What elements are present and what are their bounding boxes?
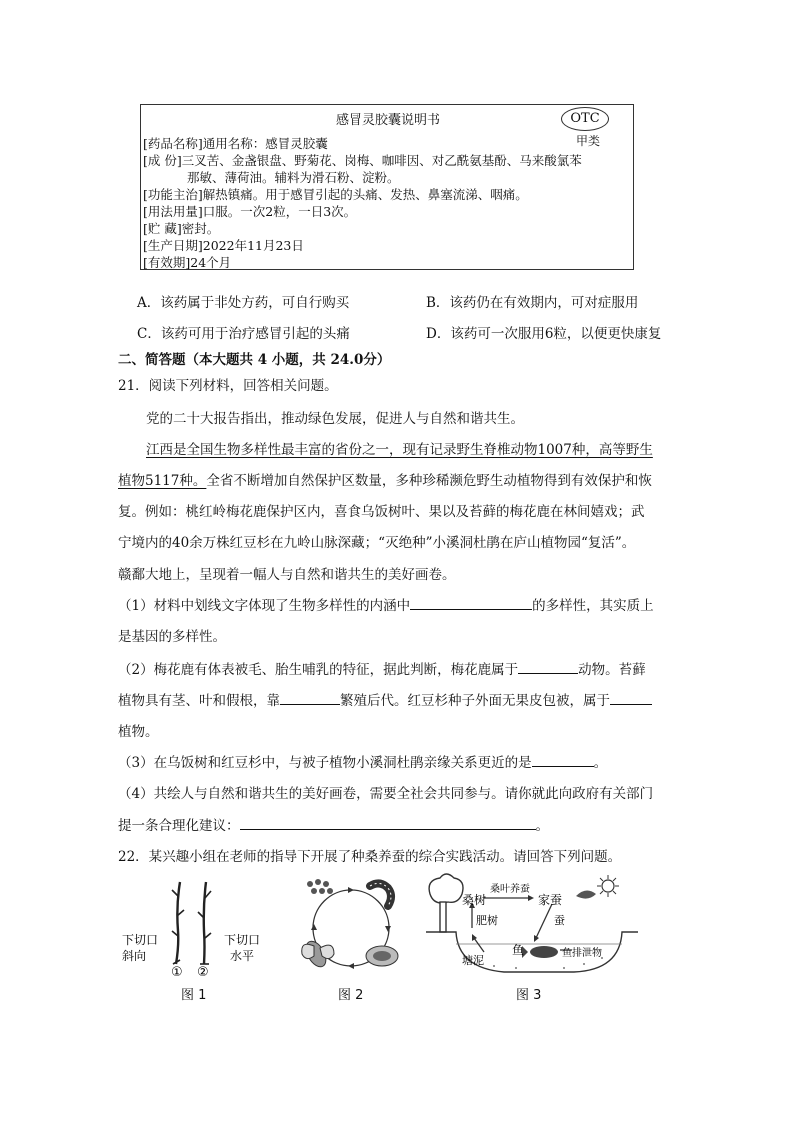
section-heading: 二、简答题（本大题共 4 小题，共 24.0分） xyxy=(118,352,391,368)
option-a[interactable]: A．该药属于非处方药，可自行购买 xyxy=(137,295,350,311)
fig1-mark-1: ① xyxy=(171,965,183,976)
q21-paragraph-2-line-4: 宁境内的40余万株红豆杉在九岭山脉深藏；“灭绝种”小溪洞杜鹃在庐山植物园“复活”。 xyxy=(118,535,636,551)
answer-blank[interactable] xyxy=(240,815,536,830)
label-line: 那敏、薄荷油。辅料为滑石粉、淀粉。 xyxy=(187,170,400,185)
q21-sub2-text: （2）梅花鹿有体表被毛、胎生哺乳的特征，据此判断，梅花鹿属于 xyxy=(118,662,519,678)
medicine-label-box xyxy=(140,104,634,270)
q21-sub3 xyxy=(118,751,607,771)
answer-blank[interactable] xyxy=(280,690,340,705)
otc-badge: OTC xyxy=(561,107,609,131)
label-line: [药品名称]通用名称：感冒灵胶囊 xyxy=(143,136,328,151)
fig3-pond-mud-label: 塘泥 xyxy=(462,954,484,967)
q21-sub3-text: 。 xyxy=(593,755,608,771)
figure-2 xyxy=(296,872,406,980)
fig3-can-label: 蚕 xyxy=(554,914,565,927)
answer-blank[interactable] xyxy=(518,659,578,674)
q21-sub1-cont: 是基因的多样性。 xyxy=(118,629,226,645)
figure-1 xyxy=(118,876,278,976)
label-line: [贮 藏]密封。 xyxy=(143,221,220,236)
fig1-mark-2: ② xyxy=(197,965,209,976)
q21-sub4-text: 提一条合理化建议： xyxy=(118,818,240,834)
q21-underlined-text: 江西是全国生物多样性最丰富的省份之一，现有记录野生脊椎动物1007种，高等野生 xyxy=(146,442,653,458)
otc-class: 甲类 xyxy=(575,134,600,148)
label-line: [成 份]三叉苦、金盏银盘、野菊花、岗梅、咖啡因、对乙酰氨基酚、马来酸氯苯 xyxy=(143,153,582,168)
fig1-label-right-2: 水平 xyxy=(230,949,255,963)
q21-sub4-cont xyxy=(118,814,549,834)
q21-sub2-text: 繁殖后代。红豆杉种子外面无果皮包被，属于 xyxy=(340,693,610,709)
figure-3 xyxy=(424,872,640,980)
q21-sub1-text: （1）材料中划线文字体现了生物多样性的内涵中 xyxy=(118,598,411,614)
fig3-fish-waste-label: 鱼排泄物 xyxy=(562,948,602,959)
option-b[interactable]: B．该药仍在有效期内，可对症服用 xyxy=(426,295,639,311)
option-c[interactable]: C．该药可用于治疗感冒引起的头痛 xyxy=(137,326,350,342)
fig3-caption: 图 3 xyxy=(516,988,542,1003)
q21-sub2-text: 动物。苔藓 xyxy=(578,662,646,678)
label-title: 感冒灵胶囊说明书 xyxy=(335,113,440,128)
label-line: [生产日期]2022年11月23日 xyxy=(143,238,304,253)
fig3-silkworm-label: 家蚕 xyxy=(538,893,563,907)
label-line: [功能主治]解热镇痛。用于感冒引起的头痛、发热、鼻塞流涕、咽痛。 xyxy=(143,187,528,202)
q21-sub3-text: （3）在乌饭树和红豆杉中，与被子植物小溪洞杜鹃亲缘关系更近的是 xyxy=(118,755,532,771)
q21-paragraph-1: 党的二十大报告指出，推动绿色发展，促进人与自然和谐共生。 xyxy=(146,411,524,427)
q21-paragraph-2-line-3: 复。例如：桃红岭梅花鹿保护区内，喜食乌饭树叶、果以及苔藓的梅花鹿在林间嬉戏；武 xyxy=(118,504,645,520)
q22-stem: 22．某兴趣小组在老师的指导下开展了种桑养蚕的综合实践活动。请回答下列问题。 xyxy=(118,849,622,865)
q21-sub2 xyxy=(118,658,646,678)
label-line: [有效期]24个月 xyxy=(143,255,232,270)
q21-stem: 21．阅读下列材料，回答相关问题。 xyxy=(118,378,338,394)
label-line: [用法用量]口服。一次2粒，一日3次。 xyxy=(143,204,357,219)
answer-blank[interactable] xyxy=(610,690,652,705)
q21-sub4: （4）共绘人与自然和谐共生的美好画卷，需要全社会共同参与。请你就此向政府有关部门 xyxy=(118,786,654,802)
q21-sub2-end: 植物。 xyxy=(118,724,159,740)
fig3-fertilize-label: 肥树 xyxy=(476,914,498,927)
fig1-label-left-2: 斜向 xyxy=(122,949,147,963)
q21-sub4-text: 。 xyxy=(535,818,549,834)
q21-paragraph-2-line-2 xyxy=(118,469,652,489)
q21-sub2-cont xyxy=(118,689,652,709)
q21-sub1-text: 的多样性，其实质上 xyxy=(532,598,654,614)
fig1-label-right-1: 下切口 xyxy=(224,933,261,947)
fig3-arrow-label: 桑叶养蚕 xyxy=(490,884,530,895)
fig3-mulberry-label: 桑树 xyxy=(462,893,487,907)
fig1-label-left-1: 下切口 xyxy=(122,933,159,947)
answer-blank[interactable] xyxy=(410,595,532,610)
answer-blank[interactable] xyxy=(532,752,594,767)
q21-paragraph-2-line-5: 赣鄱大地上，呈现着一幅人与自然和谐共生的美好画卷。 xyxy=(118,567,456,583)
fig2-caption: 图 2 xyxy=(338,988,364,1003)
q21-text: 全省不断增加自然保护区数量，多种珍稀濒危野生动植物得到有效保护和恢 xyxy=(206,473,652,489)
fig1-caption: 图 1 xyxy=(181,988,207,1003)
option-d[interactable]: D．该药可一次服用6粒，以便更快康复 xyxy=(426,326,662,342)
fig3-fish-label: 鱼 xyxy=(512,943,525,957)
q21-underlined-text: 植物5117种。 xyxy=(118,473,207,489)
q21-sub2-text: 植物具有茎、叶和假根，靠 xyxy=(118,693,280,709)
q21-sub1 xyxy=(118,594,654,614)
